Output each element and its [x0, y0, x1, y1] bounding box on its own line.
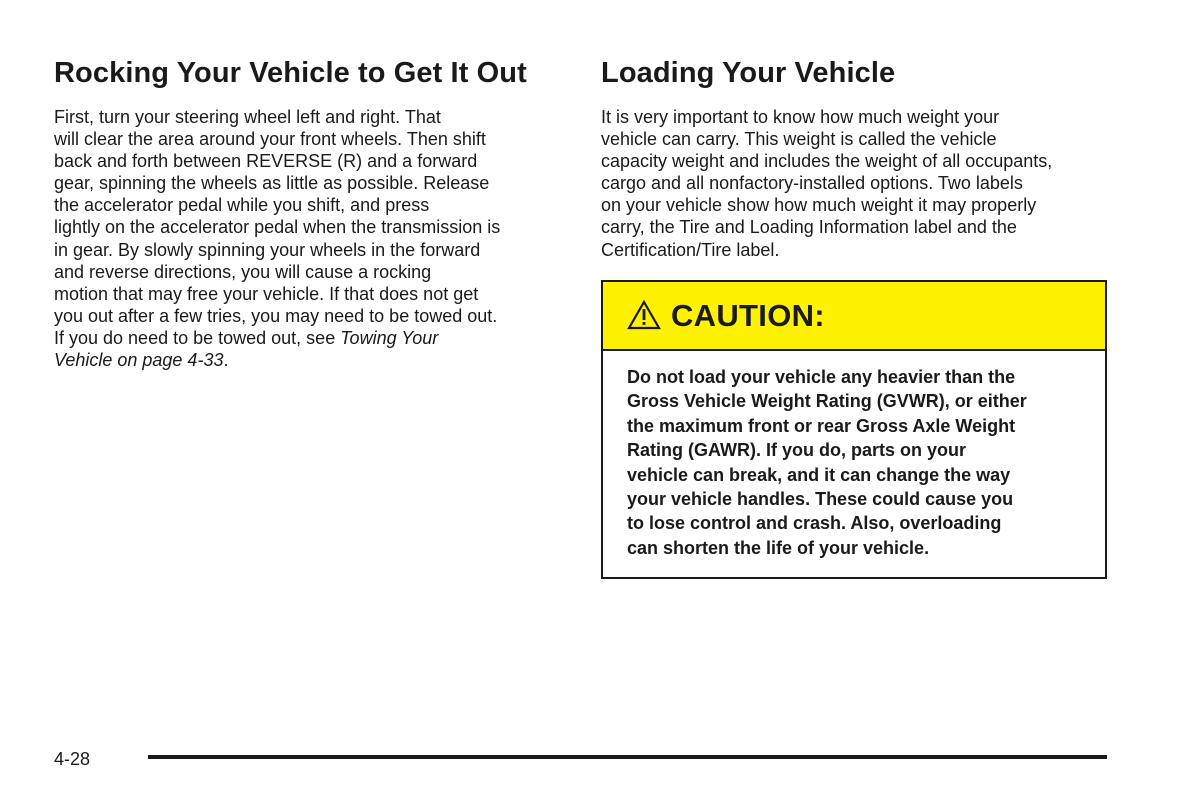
- loading-line: cargo and all nonfactory-installed options. Two labels: [601, 173, 1023, 194]
- rocking-paragraph: [54, 106, 566, 371]
- rocking-section: [54, 56, 566, 371]
- rocking-line: motion that may free your vehicle. If that does not get: [54, 283, 479, 304]
- rocking-line-final: [54, 349, 566, 371]
- page-number: 4-28: [54, 749, 91, 769]
- rocking-heading: Rocking Your Vehicle to Get It Out: [54, 57, 527, 89]
- rocking-line: will clear the area around your front wheels. Then shift: [54, 129, 486, 150]
- loading-line: carry, the Tire and Loading Information label and the: [601, 217, 1017, 238]
- caution-line: your vehicle handles. These could cause you: [627, 489, 1014, 510]
- caution-box: [601, 280, 1107, 579]
- caution-line: Rating (GAWR). If you do, parts on your: [627, 440, 966, 461]
- rocking-line: you out after a few tries, you may need to be towed out.: [54, 305, 498, 326]
- loading-section: [601, 56, 1111, 261]
- caution-line: to lose control and crash. Also, overloading: [627, 513, 1002, 534]
- caution-title: CAUTION:: [671, 297, 825, 333]
- loading-line: Certification/Tire label.: [601, 239, 780, 260]
- caution-line: can shorten the life of your vehicle.: [627, 537, 930, 558]
- caution-line: Do not load your vehicle any heavier than the: [627, 367, 1016, 387]
- rocking-line: First, turn your steering wheel left and right. That: [54, 107, 441, 127]
- rocking-line: gear, spinning the wheels as little as possible. Release: [54, 173, 490, 194]
- towing-reference-link[interactable]: Towing Your: [340, 327, 439, 348]
- warning-triangle-icon: [627, 300, 661, 330]
- caution-line: the maximum front or rear Gross Axle Weight: [627, 415, 1016, 436]
- footer-rule: [148, 755, 1107, 759]
- rocking-line: lightly on the accelerator pedal when the transmission is: [54, 217, 501, 238]
- rocking-line: back and forth between REVERSE (R) and a forward: [54, 151, 478, 172]
- towing-suffix: .: [223, 350, 229, 371]
- caution-header: [603, 282, 1105, 351]
- rocking-line: and reverse directions, you will cause a rocking: [54, 261, 432, 282]
- loading-line: It is very important to know how much weight your: [601, 107, 1000, 127]
- rocking-line: the accelerator pedal while you shift, and press: [54, 195, 430, 216]
- loading-paragraph: [601, 106, 1111, 261]
- rocking-line-towing: [54, 327, 566, 349]
- caution-line: vehicle can break, and it can change the way: [627, 464, 1011, 485]
- loading-line: vehicle can carry. This weight is called the vehicle: [601, 129, 997, 150]
- towing-page-reference-link[interactable]: Vehicle on page 4-33: [54, 350, 224, 371]
- rocking-line: in gear. By slowly spinning your wheels in the forward: [54, 239, 481, 260]
- towing-prefix: If you do need to be towed out, see: [54, 327, 341, 348]
- caution-text: [603, 351, 1105, 560]
- loading-line: on your vehicle show how much weight it may properly: [601, 195, 1037, 216]
- loading-line: capacity weight and includes the weight of all occupants,: [601, 151, 1053, 172]
- caution-line: Gross Vehicle Weight Rating (GVWR), or either: [627, 391, 1027, 412]
- loading-heading: Loading Your Vehicle: [601, 57, 896, 89]
